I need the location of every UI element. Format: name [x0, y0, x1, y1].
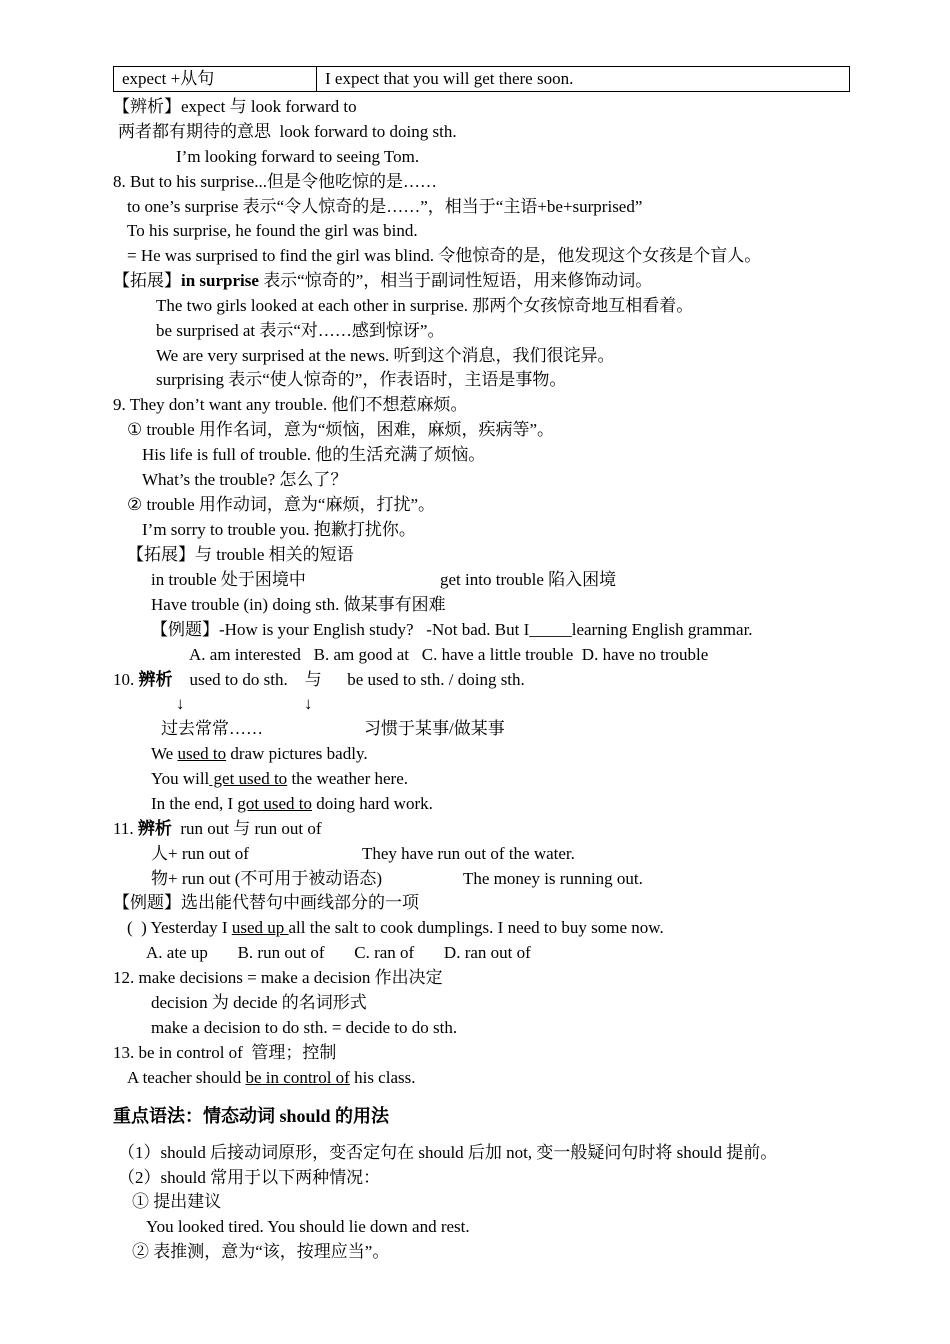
text-line: I’m looking forward to seeing Tom. [176, 147, 420, 166]
text-span: We [151, 744, 178, 763]
text-line: To his surprise, he found the girl was bind. [127, 221, 418, 240]
text-line: The two girls looked at each other in surprise. 那两个女孩惊奇地互相看着。 [156, 296, 694, 315]
item-heading [113, 819, 322, 839]
text-line: decision 为 decide 的名词形式 [151, 993, 367, 1012]
text-line: 物+ run out (不可用于被动语态) [151, 869, 383, 888]
text-line: 人+ run out of [151, 844, 249, 863]
arrow-down-icon: ↓ [176, 694, 185, 713]
text-span: run out 与 run out of [171, 819, 322, 838]
text-line: （1）should 后接动词原形，变否定句在 should 后加 not, 变一般疑问句时将 should 提前。 [118, 1143, 778, 1162]
text-line: ① trouble 用作名词，意为“烦恼，困难，麻烦，疾病等”。 [127, 420, 554, 439]
text-span: his class. [349, 1068, 416, 1087]
text-span: In the end, I [151, 794, 238, 813]
text-line: = He was surprised to find the girl was blind. 令他惊奇的是，他发现这个女孩是个盲人。 [127, 246, 762, 265]
text-span: doing hard work. [312, 794, 433, 813]
section-heading: 重点语法：情态动词 should 的用法 [113, 1106, 390, 1126]
text-line [151, 769, 408, 789]
text-line: They have run out of the water. [362, 844, 575, 863]
table-cell: expect +从句 [114, 67, 317, 92]
text-line: 【辨析】expect 与 look forward to [113, 97, 357, 116]
underlined-phrase: got used to [237, 794, 312, 813]
text-line: Have trouble (in) doing sth. 做某事有困难 [151, 595, 446, 614]
tag-label: 【拓展】 [113, 271, 181, 290]
item-heading: 8. But to his surprise...但是令他吃惊的是…… [113, 172, 437, 191]
text-line: 习惯于某事/做某事 [364, 719, 505, 738]
text-line: His life is full of trouble. 他的生活充满了烦恼。 [142, 445, 486, 464]
underlined-phrase: be in control of [245, 1068, 350, 1087]
table-row [114, 67, 850, 92]
text-line: in trouble 处于困境中 [151, 570, 306, 589]
example-question [127, 918, 664, 938]
text-line: ① 提出建议 [132, 1192, 222, 1211]
text-line: I’m sorry to trouble you. 抱歉打扰你。 [142, 520, 416, 539]
underlined-phrase: get used to [209, 769, 288, 788]
expect-table [113, 66, 850, 92]
text-line: ② 表推测，意为“该，按理应当”。 [132, 1242, 390, 1261]
text-line: You looked tired. You should lie down and rest. [146, 1217, 470, 1236]
text-span: A teacher should [127, 1068, 246, 1087]
text-span: all the salt to cook dumplings. I need to buy some now. [288, 918, 664, 937]
text-line: 两者都有期待的意思 look forward to doing sth. [118, 122, 457, 141]
text-span: 10. [113, 670, 139, 689]
table-cell: I expect that you will get there soon. [317, 67, 850, 92]
underlined-phrase: used to [177, 744, 227, 763]
text-span: used to do sth. 与 be used to sth. / doing sth. [172, 670, 525, 689]
example-options: A. am interested B. am good at C. have a little trouble D. have no trouble [189, 645, 709, 664]
item-heading [113, 670, 525, 690]
text-span: ( ) Yesterday I [127, 918, 232, 937]
text-line [127, 1068, 415, 1088]
example-options: A. ate up B. run out of C. ran of D. ran out of [146, 943, 531, 962]
text-line: surprising 表示“使人惊奇的”，作表语时，主语是事物。 [156, 370, 567, 389]
text-span: draw pictures badly. [226, 744, 368, 763]
text-span: You will [151, 769, 210, 788]
arrow-down-icon: ↓ [304, 694, 313, 713]
text-line: ② trouble 用作动词，意为“麻烦，打扰”。 [127, 495, 435, 514]
item-heading: 13. be in control of 管理；控制 [113, 1043, 337, 1062]
item-heading: 12. make decisions = make a decision 作出决定 [113, 968, 443, 987]
text-line: （2）should 常用于以下两种情况： [118, 1168, 381, 1187]
example-question: 【例题】-How is your English study? -Not bad. But I_____learning English grammar. [151, 620, 753, 639]
text-line: 过去常常…… [161, 719, 263, 738]
text-line: to one’s surprise 表示“令人惊奇的是……”，相当于“主语+be+surprised” [127, 197, 643, 216]
bold-term: in surprise [181, 271, 259, 290]
bold-term: 辨析 [138, 670, 173, 689]
text-line: be surprised at 表示“对……感到惊讶”。 [156, 321, 445, 340]
text-line: 【拓展】与 trouble 相关的短语 [127, 545, 354, 564]
text-line: get into trouble 陷入困境 [440, 570, 617, 589]
item-heading: 9. They don’t want any trouble. 他们不想惹麻烦。 [113, 395, 468, 414]
underlined-phrase: used up [231, 918, 289, 937]
text-line: 【例题】选出能代替句中画线部分的一项 [113, 893, 419, 912]
bold-term: 辨析 [137, 819, 172, 838]
text-line [151, 744, 368, 764]
text-span: 表示“惊奇的”，相当于副词性短语，用来修饰动词。 [258, 271, 653, 290]
text-line: make a decision to do sth. = decide to do sth. [151, 1018, 458, 1037]
text-line: The money is running out. [463, 869, 643, 888]
text-span: the weather here. [287, 769, 409, 788]
text-line: What’s the trouble? 怎么了？ [142, 470, 348, 489]
text-line [151, 794, 433, 814]
text-line: We are very surprised at the news. 听到这个消息，我们很诧异。 [156, 346, 615, 365]
text-line [113, 271, 652, 291]
text-span: 11. [113, 819, 138, 838]
